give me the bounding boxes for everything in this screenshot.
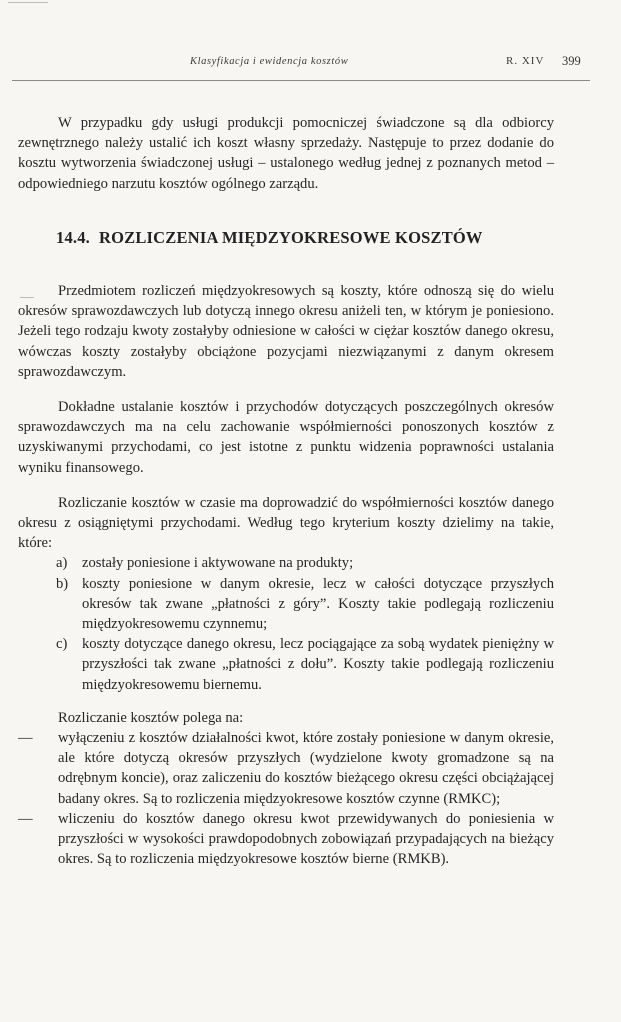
list-item	[18, 728, 554, 809]
list-item	[18, 574, 554, 635]
paragraph-3: Dokładne ustalanie kosztów i przychodów dotyczących poszczególnych okresów sprawozdawczych ma na celu zachowanie współmierności ponoszonych kosztów z uzyskiwanymi przychodami, co jest istotne z punktu widzenia poprawności ustalania wyniku finansowego.	[18, 399, 554, 476]
page-body	[18, 113, 554, 870]
list-marker: —	[18, 730, 33, 747]
list-item-text: koszty dotyczące danego okresu, lecz pociągające za sobą wydatek pieniężny w przyszłości tak zwane „płatności z dołu”. Koszty takie podlegają rozliczeniu międzyokresowemu biernemu.	[82, 636, 554, 693]
list-item	[18, 553, 554, 573]
running-header	[0, 52, 621, 72]
header-rule	[12, 80, 590, 81]
list-item-text: wliczeniu do kosztów danego okresu kwot przewidywanych do poniesienia w przyszłości w wysokości prawdopodobnych zobowiązań przypadających na bieżący okres. Są to rozliczenia międzyokresowe kosztów bierne (RMKB).	[58, 810, 554, 868]
list-item-text: koszty poniesione w danym okresie, lecz w całości dotyczące przyszłych okresów tak zwane „płatności z góry”. Koszty takie podlegają rozliczeniu międzyokresowemu czynnemu;	[82, 575, 554, 633]
list-item-text: zostały poniesione i aktywowane na produkty;	[82, 555, 354, 572]
list-item	[18, 809, 554, 870]
section-heading	[56, 228, 554, 248]
list-marker: —	[18, 810, 33, 827]
list-marker: a)	[56, 555, 68, 572]
list-item-text: wyłączeniu z kosztów działalności kwot, które zostały poniesione w danym okresie, ale które dotyczą okresów przyszłych (wydzielone kwoty gromadzone są na odrębnym koncie), oraz zaliczeniu do kosztów bieżącego okresu części obciążającej badany okres. Są to rozliczenia międzyokresowe kosztów czynne (RMKC);	[58, 730, 554, 807]
paragraph-4: Rozliczanie kosztów w czasie ma doprowadzić do współmierności kosztów danego okresu z osiągniętymi przychodami. Według tego kryterium koszty dzielimy na takie, które:	[18, 494, 554, 552]
dash-list	[18, 728, 554, 869]
list-item	[18, 634, 554, 695]
list-marker: c)	[56, 636, 68, 653]
criteria-list	[18, 553, 554, 694]
list-marker: b)	[56, 575, 69, 592]
running-title: Klasyfikacja i ewidencja kosztów	[190, 56, 349, 67]
page-number: 399	[562, 54, 581, 68]
section-number: 14.4.	[56, 227, 90, 247]
edge-mark	[8, 2, 48, 3]
paragraph-5: Rozliczanie kosztów polega na:	[58, 709, 244, 726]
section-title: ROZLICZENIA MIĘDZYOKRESOWE KOSZTÓW	[99, 227, 483, 247]
chapter-label: R. XIV	[506, 55, 545, 67]
paragraph-1: W przypadku gdy usługi produkcji pomocniczej świadczone są dla odbiorcy zewnętrznego należy ustalić ich koszt własny sprzedaży. Następuje to przez dodanie do kosztu wytworzenia świadczonej usługi – ustalonego według jednej z poznanych metod – odpowiedniego narzutu kosztów ogólnego zarządu.	[18, 115, 554, 192]
paragraph-2: Przedmiotem rozliczeń międzyokresowych są koszty, które odnoszą się do wielu okresów sprawozdawczych lub dotyczą innego okresu aniżeli ten, w którym je poniesiono. Jeżeli tego rodzaju kwoty zostałyby odniesione w całości w ciężar kosztów danego okresu, wówczas koszty zostałyby obciążone pozycjami niezwiązanymi z danym okresem sprawozdawczym.	[18, 283, 554, 380]
